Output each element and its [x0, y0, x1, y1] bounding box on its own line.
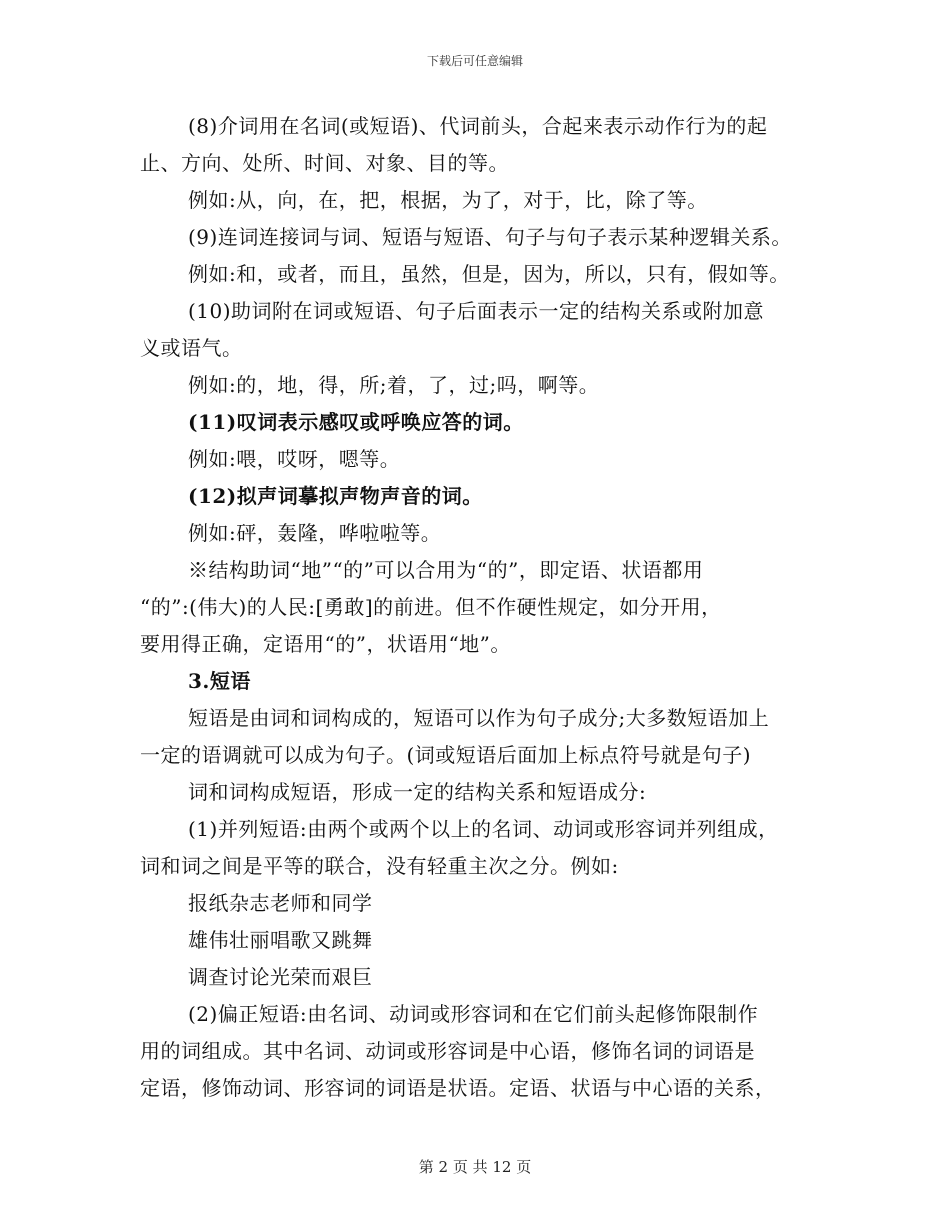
paragraph-line: 词和词之间是平等的联合，没有轻重主次之分。例如: — [140, 854, 619, 878]
page-header: 下载后可任意编辑 — [426, 54, 523, 68]
paragraph-line: 例如:砰，轰隆，哗啦啦等。 — [188, 521, 442, 545]
paragraph-line: ※结构助词“地”“的”可以合用为“的”，即定语、状语都用 — [188, 558, 704, 582]
paragraph-line: (9)连词连接词与词、短语与短语、句子与句子表示某种逻辑关系。 — [188, 225, 792, 249]
bold-paragraph-line: (12)拟声词摹拟声物声音的词。 — [188, 484, 483, 508]
paragraph-line: 义或语气。 — [140, 336, 243, 360]
paragraph-line: 止、方向、处所、时间、对象、目的等。 — [140, 151, 509, 175]
example-line: 报纸杂志老师和同学 — [188, 891, 373, 915]
paragraph-line: (1)并列短语:由两个或两个以上的名词、动词或形容词并列组成， — [188, 817, 779, 841]
paragraph-line: 用的词组成。其中名词、动词或形容词是中心语，修饰名词的词语是 — [140, 1039, 755, 1063]
paragraph-line: 例如:从，向，在，把，根据，为了，对于，比，除了等。 — [188, 188, 708, 212]
paragraph-line: (8)介词用在名词(或短语)、代词前头，合起来表示动作行为的起 — [188, 114, 768, 138]
paragraph-line: 短语是由词和词构成的，短语可以作为句子成分;大多数短语加上 — [188, 706, 770, 730]
bold-paragraph-line: (11)叹词表示感叹或呼唤应答的词。 — [188, 410, 524, 434]
example-line: 调查讨论光荣而艰巨 — [188, 965, 373, 989]
paragraph-line: 定语，修饰动词、形容词的词语是状语。定语、状语与中心语的关系， — [140, 1076, 776, 1100]
paragraph-line: 例如:的，地，得，所;着，了，过;吗，啊等。 — [188, 373, 600, 397]
paragraph-line: (10)助词附在词或短语、句子后面表示一定的结构关系或附加意 — [188, 299, 765, 323]
paragraph-line: 词和词构成短语，形成一定的结构关系和短语成分: — [188, 780, 647, 804]
paragraph-line: 例如:喂，哎呀，嗯等。 — [188, 447, 401, 471]
paragraph-line: 要用得正确，定语用“的”，状语用“地”。 — [140, 632, 511, 656]
paragraph-line: (2)偏正短语:由名词、动词或形容词和在它们前头起修饰限制作 — [188, 1002, 759, 1026]
paragraph-line: 例如:和，或者，而且，虽然，但是，因为，所以，只有，假如等。 — [188, 262, 790, 286]
example-line: 雄伟壮丽唱歌又跳舞 — [188, 928, 373, 952]
paragraph-line: 一定的语调就可以成为句子。(词或短语后面加上标点符号就是句子) — [140, 743, 752, 767]
paragraph-line: “的”:(伟大)的人民:[勇敢]的前进。但不作硬性规定，如分开用， — [140, 595, 722, 619]
section-heading: 3.短语 — [188, 669, 251, 693]
page-footer: 第 2 页 共 12 页 — [418, 1158, 532, 1176]
